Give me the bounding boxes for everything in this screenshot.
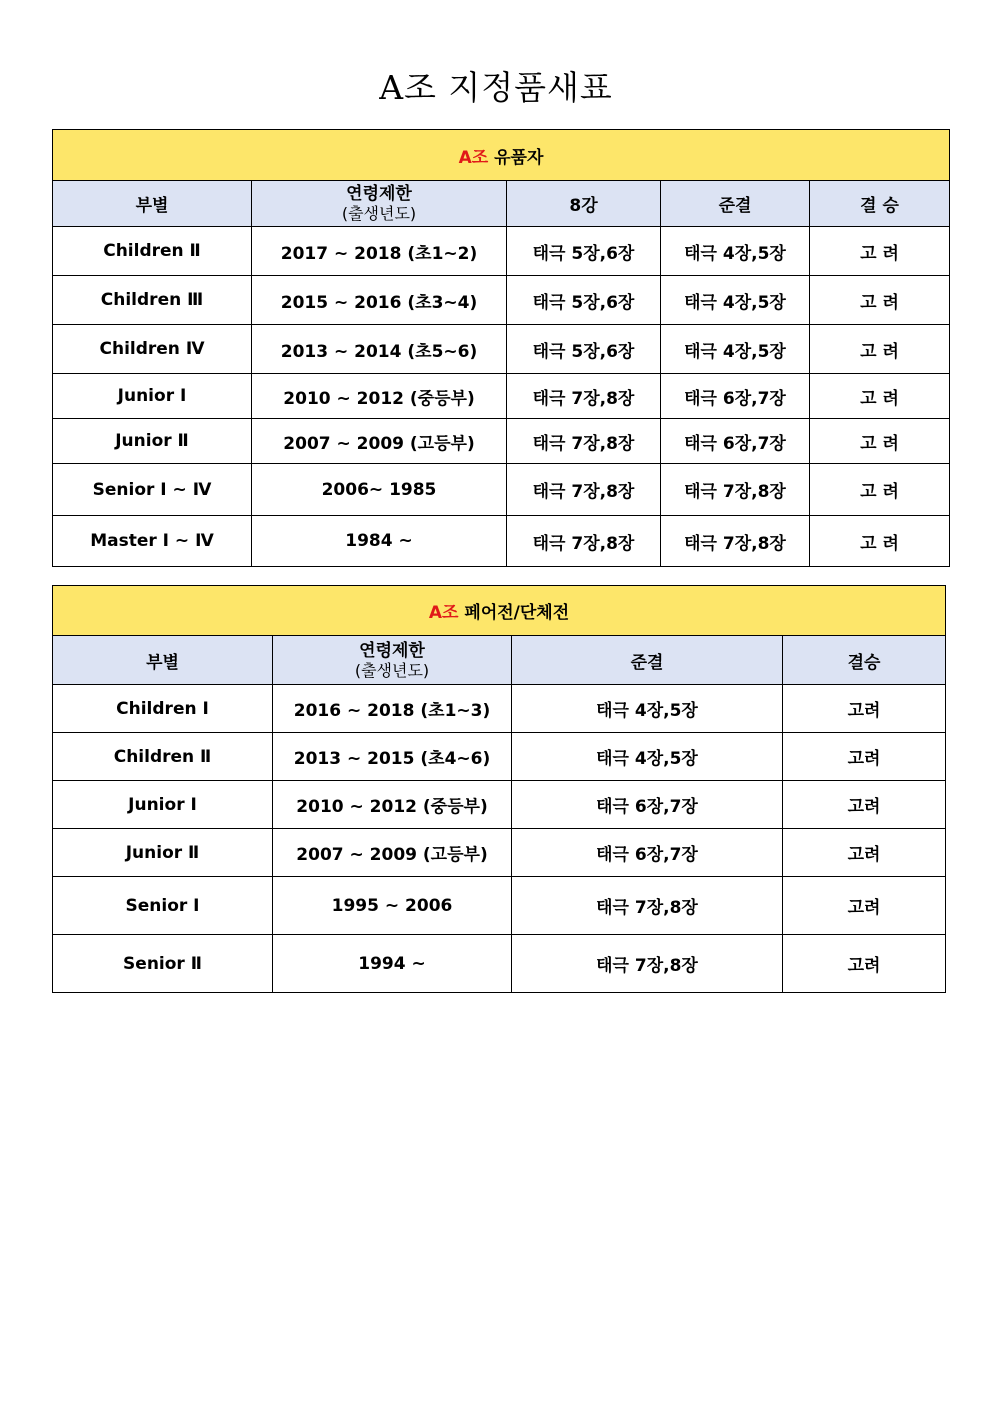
banner-cell bbox=[53, 586, 946, 636]
banner-cell bbox=[53, 130, 950, 181]
cell-age: 2013 ~ 2014 (초5~6) bbox=[252, 325, 507, 374]
cell-final: 고 려 bbox=[810, 419, 950, 464]
cell-age: 2013 ~ 2015 (초4~6) bbox=[273, 733, 512, 781]
cell-final: 고 려 bbox=[810, 325, 950, 374]
cell-semifinal: 태극 7장,8장 bbox=[661, 516, 810, 567]
individual-poomsae-table bbox=[52, 129, 950, 567]
cell-division: Children Ⅳ bbox=[53, 325, 252, 374]
table-banner bbox=[53, 586, 946, 636]
cell-final: 고려 bbox=[783, 829, 946, 877]
cell-semifinal: 태극 7장,8장 bbox=[661, 464, 810, 516]
header-semifinal: 준결 bbox=[661, 181, 810, 227]
cell-round8: 태극 7장,8장 bbox=[507, 419, 661, 464]
cell-semifinal: 태극 6장,7장 bbox=[661, 374, 810, 419]
cell-division: Junior Ⅰ bbox=[53, 374, 252, 419]
cell-semifinal: 태극 4장,5장 bbox=[661, 325, 810, 374]
header-age-main: 연령제한 bbox=[346, 184, 412, 204]
cell-final: 고려 bbox=[783, 781, 946, 829]
header-age-sub: (출생년도) bbox=[354, 660, 430, 680]
cell-final: 고려 bbox=[783, 733, 946, 781]
table-row bbox=[53, 781, 946, 829]
header-semifinal: 준결 bbox=[512, 636, 783, 685]
cell-semifinal: 태극 7장,8장 bbox=[512, 935, 783, 993]
cell-final: 고 려 bbox=[810, 464, 950, 516]
cell-age: 2016 ~ 2018 (초1~3) bbox=[273, 685, 512, 733]
banner-title: 유품자 bbox=[494, 147, 544, 168]
table-banner bbox=[53, 130, 950, 181]
header-age-sub: (출생년도) bbox=[341, 204, 417, 223]
page-title: A조 지정품새표 bbox=[379, 68, 613, 107]
table-row bbox=[53, 829, 946, 877]
table-row bbox=[53, 877, 946, 935]
table-row bbox=[53, 325, 950, 374]
cell-round8: 태극 7장,8장 bbox=[507, 516, 661, 567]
header-division: 부별 bbox=[53, 181, 252, 227]
cell-final: 고려 bbox=[783, 685, 946, 733]
table-row bbox=[53, 419, 950, 464]
cell-semifinal: 태극 6장,7장 bbox=[512, 829, 783, 877]
cell-age: 2007 ~ 2009 (고등부) bbox=[252, 419, 507, 464]
cell-division: Senior Ⅰ ~ Ⅳ bbox=[53, 464, 252, 516]
table-row bbox=[53, 935, 946, 993]
table-row bbox=[53, 374, 950, 419]
header-final: 결승 bbox=[783, 636, 946, 685]
header-age bbox=[273, 636, 512, 685]
cell-division: Junior Ⅱ bbox=[53, 829, 273, 877]
table-row bbox=[53, 733, 946, 781]
cell-final: 고 려 bbox=[810, 374, 950, 419]
cell-division: Children Ⅱ bbox=[53, 733, 273, 781]
banner-accent: A조 bbox=[458, 147, 489, 168]
cell-age: 2007 ~ 2009 (고등부) bbox=[273, 829, 512, 877]
cell-final: 고려 bbox=[783, 935, 946, 993]
cell-division: Senior Ⅱ bbox=[53, 935, 273, 993]
cell-division: Junior Ⅱ bbox=[53, 419, 252, 464]
header-row bbox=[53, 181, 950, 227]
cell-final: 고 려 bbox=[810, 227, 950, 276]
cell-round8: 태극 5장,6장 bbox=[507, 325, 661, 374]
cell-semifinal: 태극 6장,7장 bbox=[661, 419, 810, 464]
header-round8: 8강 bbox=[507, 181, 661, 227]
cell-division: Children Ⅱ bbox=[53, 227, 252, 276]
cell-age: 2006~ 1985 bbox=[252, 464, 507, 516]
table-row bbox=[53, 276, 950, 325]
cell-age: 1995 ~ 2006 bbox=[273, 877, 512, 935]
cell-age: 2010 ~ 2012 (중등부) bbox=[273, 781, 512, 829]
cell-age: 1984 ~ bbox=[252, 516, 507, 567]
cell-semifinal: 태극 4장,5장 bbox=[661, 276, 810, 325]
cell-round8: 태극 7장,8장 bbox=[507, 464, 661, 516]
cell-division: Children Ⅲ bbox=[53, 276, 252, 325]
cell-final: 고 려 bbox=[810, 516, 950, 567]
banner-accent: A조 bbox=[428, 603, 459, 623]
cell-division: Children Ⅰ bbox=[53, 685, 273, 733]
banner-title: 페어전/단체전 bbox=[464, 603, 570, 623]
table-row bbox=[53, 464, 950, 516]
cell-division: Junior Ⅰ bbox=[53, 781, 273, 829]
cell-round8: 태극 5장,6장 bbox=[507, 227, 661, 276]
cell-division: Senior Ⅰ bbox=[53, 877, 273, 935]
cell-age: 1994 ~ bbox=[273, 935, 512, 993]
cell-semifinal: 태극 4장,5장 bbox=[512, 733, 783, 781]
cell-semifinal: 태극 7장,8장 bbox=[512, 877, 783, 935]
cell-semifinal: 태극 4장,5장 bbox=[661, 227, 810, 276]
cell-final: 고 려 bbox=[810, 276, 950, 325]
table-row bbox=[53, 516, 950, 567]
cell-semifinal: 태극 4장,5장 bbox=[512, 685, 783, 733]
header-age-main: 연령제한 bbox=[359, 640, 425, 661]
cell-round8: 태극 7장,8장 bbox=[507, 374, 661, 419]
cell-semifinal: 태극 6장,7장 bbox=[512, 781, 783, 829]
cell-age: 2017 ~ 2018 (초1~2) bbox=[252, 227, 507, 276]
pair-team-poomsae-table bbox=[52, 585, 946, 993]
table-row bbox=[53, 685, 946, 733]
header-row bbox=[53, 636, 946, 685]
cell-final: 고려 bbox=[783, 877, 946, 935]
cell-age: 2015 ~ 2016 (초3~4) bbox=[252, 276, 507, 325]
table-row bbox=[53, 227, 950, 276]
cell-age: 2010 ~ 2012 (중등부) bbox=[252, 374, 507, 419]
cell-round8: 태극 5장,6장 bbox=[507, 276, 661, 325]
header-division: 부별 bbox=[53, 636, 273, 685]
cell-division: Master Ⅰ ~ Ⅳ bbox=[53, 516, 252, 567]
header-final: 결 승 bbox=[810, 181, 950, 227]
header-age bbox=[252, 181, 507, 227]
